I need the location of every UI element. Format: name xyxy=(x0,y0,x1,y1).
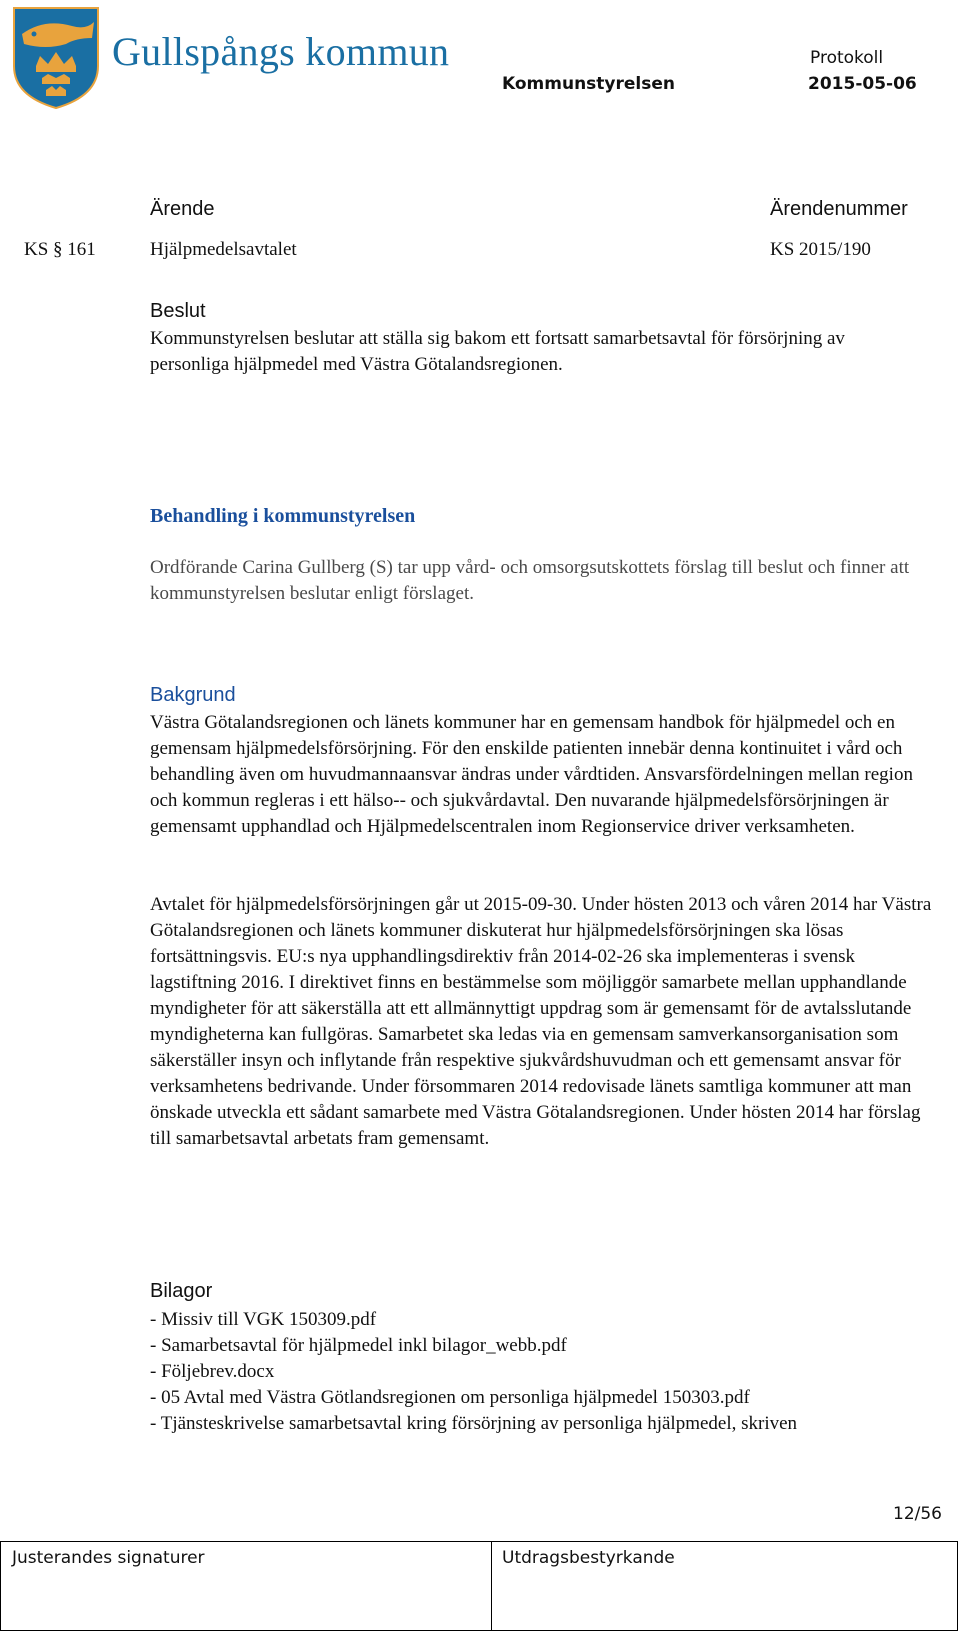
bakgrund-heading: Bakgrund xyxy=(150,684,236,706)
behandling-text: Ordförande Carina Gullberg (S) tar upp vård- och omsorgsutskottets förslag till beslut och finner att kommunstyrelsen beslutar enligt förslaget. xyxy=(150,557,910,604)
beslut-heading: Beslut xyxy=(150,300,206,322)
bilaga-item: - Missiv till VGK 150309.pdf xyxy=(150,1309,377,1330)
org-name: Gullspångs kommun xyxy=(112,29,450,74)
document-date: 2015-05-06 xyxy=(808,74,917,94)
item-number: KS 2015/190 xyxy=(770,239,871,260)
page-number: 12/56 xyxy=(893,1504,942,1524)
extract-label: Utdragsbestyrkande xyxy=(502,1548,675,1568)
bilagor-heading: Bilagor xyxy=(150,1280,213,1302)
bilaga-item: - Samarbetsavtal för hjälpmedel inkl bilagor_webb.pdf xyxy=(150,1335,567,1356)
item-title: Hjälpmedelsavtalet xyxy=(150,239,297,260)
committee-name: Kommunstyrelsen xyxy=(502,74,676,94)
document-type: Protokoll xyxy=(810,48,884,68)
bilaga-item: - 05 Avtal med Västra Götlandsregionen om personliga hjälpmedel 150303.pdf xyxy=(150,1387,750,1408)
bakgrund-text-2: Avtalet för hjälpmedelsförsörjningen går ut 2015-09-30. Under hösten 2013 och våren 2014 har Västra Götalandsregionen och länets kommuner diskuterat hur hjälpmedelsförsörjningen ska lösas fortsättningsvis. EU:s nya upphandlingsdirektiv från 2014-02-26 ska implementeras i svensk lagstiftning 2016. I direktivet finns en bestämmelse som möjliggör samarbete mellan upphandlande myndigheter för att säkerställa att ett allmännyttigt uppdrag som är gemensamt för de avtalsslutande myndigheterna kan fullgöras. Samarbetet ska ledas via en gemensam samverkansorganisation som säkerställer insyn och inflytande från respektive sjukvårdshuvudman och ett gemensamt ansvar för verksamhetens bedrivande. Under försommaren 2014 redovisade länets samtliga kommuner att man önskade utveckla ett sådant samarbete med Västra Götalandsregionen. Under hösten 2014 har förslag till samarbetsavtal arbetats fram gemensamt. xyxy=(150,894,932,1149)
beslut-text: Kommunstyrelsen beslutar att ställa sig bakom ett fortsatt samarbetsavtal för försörjning av personliga hjälpmedel med Västra Götalandsregionen. xyxy=(150,328,845,375)
signatures-label: Justerandes signaturer xyxy=(12,1548,205,1568)
paragraph-number: KS § 161 xyxy=(24,239,96,260)
column-label-arende: Ärende xyxy=(150,198,215,220)
bilagor-list xyxy=(150,1307,950,1437)
bakgrund-text: Västra Götalandsregionen och länets kommuner har en gemensam handbok för hjälpmedel och en gemensam hjälpmedelsförsörjning. För den enskilde patienten innebär denna kontinuitet i vård och behandling även om huvudmannaansvar ändras under vårdtiden. Ansvarsfördelningen mellan region och kommun regleras i ett hälso-- och sjukvårdavtal. Den nuvarande hjälpmedelsförsörjningen är gemensamt upphandlad och Hjälpmedelscentralen inom Regionservice driver verksamheten. xyxy=(150,712,913,837)
signature-divider xyxy=(491,1541,492,1631)
behandling-heading: Behandling i kommunstyrelsen xyxy=(150,505,416,527)
bilaga-item: - Följebrev.docx xyxy=(150,1361,275,1382)
column-label-arendenummer: Ärendenummer xyxy=(770,198,908,220)
municipality-logo xyxy=(10,4,102,110)
bilaga-item: - Tjänsteskrivelse samarbetsavtal kring försörjning av personliga hjälpmedel, skriven xyxy=(150,1413,798,1434)
